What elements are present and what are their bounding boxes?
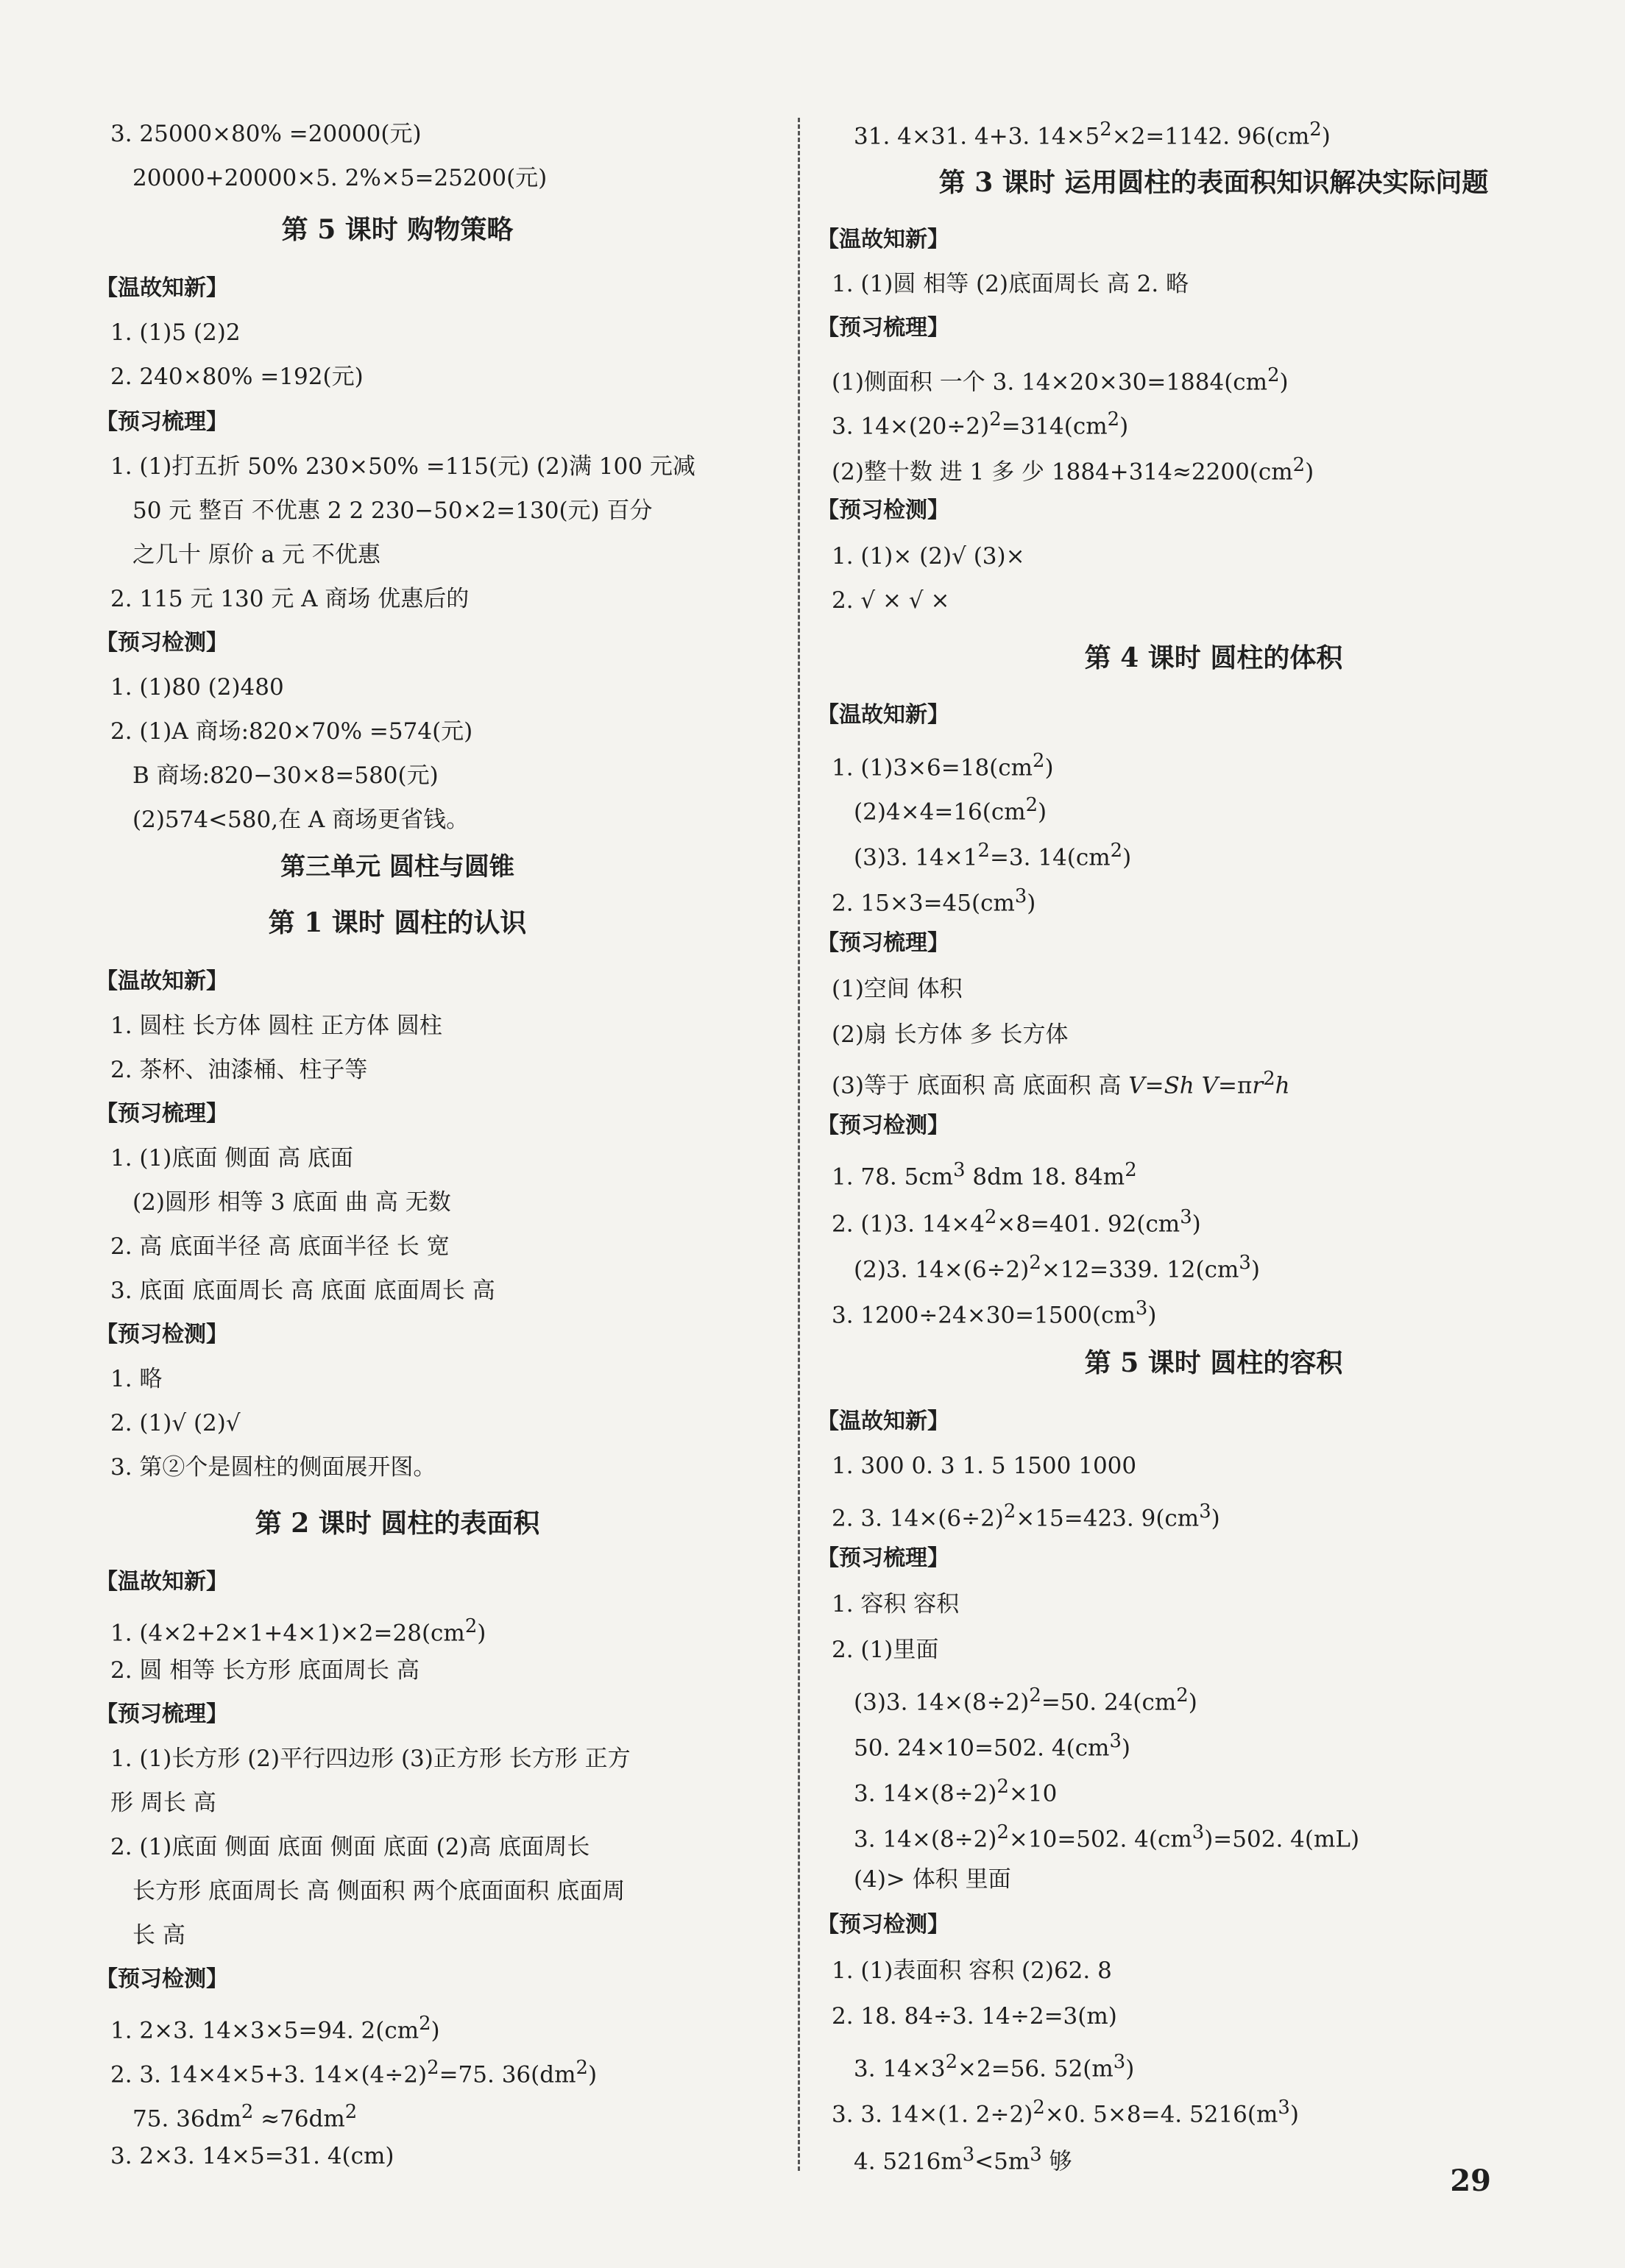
answer-line: 3. 底面 底面周长 高 底面 底面周长 高 (110, 1277, 495, 1304)
subsection-label: 【预习检测】 (817, 497, 949, 523)
answer-line: 3. $14\times 3^2\times 2=56$. $52(m^3)$ (854, 2051, 1135, 2083)
answer-line: 2. 240×80% =192(元) (110, 364, 364, 390)
section-heading: 第三单元 圆柱与圆锥 (280, 852, 514, 882)
answer-line: 1. (1)表面积 容积 (2)62. 8 (832, 1957, 1112, 1984)
answer-line: 1. (1)80 (2)480 (110, 674, 284, 701)
answer-line: 4. $5216m^3<5m^3$ 够 (854, 2144, 1072, 2175)
subsection-label: 【预习梳理】 (817, 315, 949, 341)
answer-line: 2. $15\times 3=45(cm^3)$ (832, 885, 1036, 917)
answer-line: 2. 3. $14\times(6\div 2)^2\times 15=423$. $9(cm^3)$ (832, 1500, 1220, 1532)
answer-line: 之几十 原价 a 元 不优惠 (132, 542, 380, 568)
answer-line: 1. (1)打五折 50% 230×50% =115(元) (2)满 100 元减 (110, 453, 695, 480)
subsection-label: 【预习梳理】 (96, 409, 228, 435)
answer-line: 3. 3. 14×(1. 2÷2)$^2$×0. 5×8=4. $5216(m^3)$ (832, 2097, 1299, 2128)
subsection-label: 【预习检测】 (96, 1322, 228, 1347)
answer-line: 1. 圆柱 长方体 圆柱 正方体 圆柱 (110, 1013, 442, 1039)
answer-line: 1. (1)5 (2)2 (110, 319, 241, 346)
answer-line: 形 周长 高 (110, 1790, 216, 1816)
subsection-label: 【温故知新】 (96, 275, 228, 301)
answer-line: (2)圆形 相等 3 底面 曲 高 无数 (132, 1189, 451, 1216)
subsection-label: 【预习检测】 (96, 1966, 228, 1992)
answer-line: 3. 25000×80% =20000(元) (110, 121, 422, 147)
subsection-label: 【温故知新】 (96, 968, 228, 994)
answer-line: 3. $14\times(8\div 2)^2\times 10$ (854, 1776, 1058, 1807)
answer-line: 2. (1)A 商场:820×70% =574(元) (110, 718, 473, 745)
answer-line: 1. (1)底面 侧面 高 底面 (110, 1145, 353, 1172)
answer-line: 2. 18. 84÷3. 14÷2=3(m) (832, 2003, 1117, 2030)
answer-line: 1. (1)× (2)√ (3)× (832, 543, 1025, 570)
answer-line: (2)3. $14\times(6\div 2)^2\times 12=339$. $12(cm^3)$ (854, 1252, 1260, 1283)
answer-line: 2. (1)里面 (832, 1637, 939, 1663)
answer-line: 1. 略 (110, 1366, 163, 1392)
answer-line: 2. 高 底面半径 高 底面半径 长 宽 (110, 1233, 450, 1260)
answer-line: 3. $14\times(20\div 2)^2=314(cm^2)$ (832, 408, 1129, 440)
answer-line: (1)侧面积 一个 3. $14\times 20\times 30=1884(cm^2)$ (832, 364, 1289, 396)
answer-line: 1. (1)圆 相等 (2)底面周长 高 2. 略 (832, 271, 1189, 297)
answer-line: 50 元 整百 不优惠 2 2 230−50×2=130(元) 百分 (132, 497, 653, 524)
section-heading: 第 5 课时 购物策略 (281, 214, 514, 245)
subsection-label: 【预习检测】 (817, 1912, 949, 1938)
section-heading: 第 5 课时 圆柱的容积 (1084, 1347, 1343, 1378)
answer-line: (2)扇 长方体 多 长方体 (832, 1021, 1069, 1048)
section-heading: 第 4 课时 圆柱的体积 (1084, 642, 1343, 673)
answer-line: 2. 3. 14×4×5+3. $14\times(4\div 2)^2=75$. $36(dm^2)$ (110, 2057, 598, 2088)
answer-line: 2. (1)底面 侧面 底面 侧面 底面 (2)高 底面周长 (110, 1834, 590, 1860)
answer-line: 20000+20000×5. 2%×5=25200(元) (132, 165, 548, 191)
answer-line: $(2)4\times 4=16(cm^2)$ (854, 794, 1047, 826)
answer-line: (2)整十数 进 1 多 少 $1884+314\approx 2200(cm^2)$ (832, 454, 1314, 486)
answer-line: 1. $(4\times 2+2\times 1+4\times 1)\times 2=28(cm^2)$ (110, 1615, 486, 1647)
answer-line: 3. 第②个是圆柱的侧面展开图。 (110, 1454, 436, 1481)
answer-line: 3. 2×3. 14×5=31. 4(cm) (110, 2143, 394, 2169)
answer-line: 2. 115 元 130 元 A 商场 优惠后的 (110, 586, 470, 612)
column-divider (798, 118, 800, 2171)
answer-line: (3)3. $14\times 1^2=3$. $14(cm^2)$ (854, 840, 1132, 871)
subsection-label: 【温故知新】 (817, 702, 949, 728)
answer-line: 2. 茶杯、油漆桶、柱子等 (110, 1057, 368, 1083)
answer-line: 2. (1)3. $14\times 4^2\times 8=401$. $92(cm^3)$ (832, 1206, 1201, 1238)
subsection-label: 【温故知新】 (817, 1408, 949, 1434)
answer-line: 1. 300 0. 3 1. 5 1500 1000 (832, 1453, 1137, 1479)
answer-line: B 商场:820−30×8=580(元) (132, 762, 439, 789)
answer-line: 1. $(1)3\times 6=18(cm^2)$ (832, 750, 1054, 782)
answer-line: 1. 容积 容积 (832, 1591, 960, 1617)
subsection-label: 【温故知新】 (817, 227, 949, 252)
subsection-label: 【温故知新】 (96, 1569, 228, 1595)
answer-line: 2. 圆 相等 长方形 底面周长 高 (110, 1657, 419, 1684)
subsection-label: 【预习检测】 (96, 630, 228, 656)
answer-line: (3)3. $14\times(8\div 2)^2=50$. $24(cm^2)$ (854, 1684, 1197, 1716)
answer-line: 50. 24×10=502. $4(cm^3)$ (854, 1730, 1130, 1762)
subsection-label: 【预习梳理】 (817, 930, 949, 956)
section-heading: 第 3 课时 运用圆柱的表面积知识解决实际问题 (938, 167, 1489, 198)
section-heading: 第 2 课时 圆柱的表面积 (255, 1508, 540, 1539)
answer-line: 1. 2×3. 14×3×5=94. $2(cm^2)$ (110, 2013, 440, 2044)
answer-line: (3)等于 底面积 高 底面积 高 V=Sh $V=\pi r^2h$ (832, 1068, 1290, 1099)
answer-line: 长 高 (132, 1922, 185, 1949)
subsection-label: 【预习检测】 (817, 1113, 949, 1138)
answer-line: 1. (1)长方形 (2)平行四边形 (3)正方形 长方形 正方 (110, 1746, 631, 1772)
section-heading: 第 1 课时 圆柱的认识 (268, 907, 527, 938)
subsection-label: 【预习梳理】 (96, 1101, 228, 1127)
answer-line: (1)空间 体积 (832, 976, 963, 1002)
answer-line: 3. $1200\div 24\times 30=1500(cm^3)$ (832, 1297, 1157, 1329)
page-number: 29 (1450, 2164, 1491, 2198)
answer-line: 2. √ × √ × (832, 587, 950, 614)
answer-line: 2. (1)√ (2)√ (110, 1410, 241, 1436)
subsection-label: 【预习梳理】 (817, 1545, 949, 1571)
answer-line: 3. $14\times(8\div 2)^2\times 10=502$. $4(cm^3)=502$. 4(mL) (854, 1821, 1360, 1853)
answer-line: 长方形 底面周长 高 侧面积 两个底面面积 底面周 (132, 1878, 626, 1904)
answer-line: 31. 4×31. 4+3. $14\times 5^2\times 2=1142$. $96(cm^2)$ (854, 118, 1331, 150)
answer-line: 1. 78. $5cm^3$ 8dm 18. $84m^2$ (832, 1159, 1137, 1191)
subsection-label: 【预习梳理】 (96, 1701, 228, 1727)
answer-line: 75. $36dm^2 \approx 76dm^2$ (132, 2101, 358, 2133)
answer-line: (4)> 体积 里面 (854, 1866, 1011, 1893)
answer-line: (2)574<580,在 A 商场更省钱。 (132, 807, 470, 833)
